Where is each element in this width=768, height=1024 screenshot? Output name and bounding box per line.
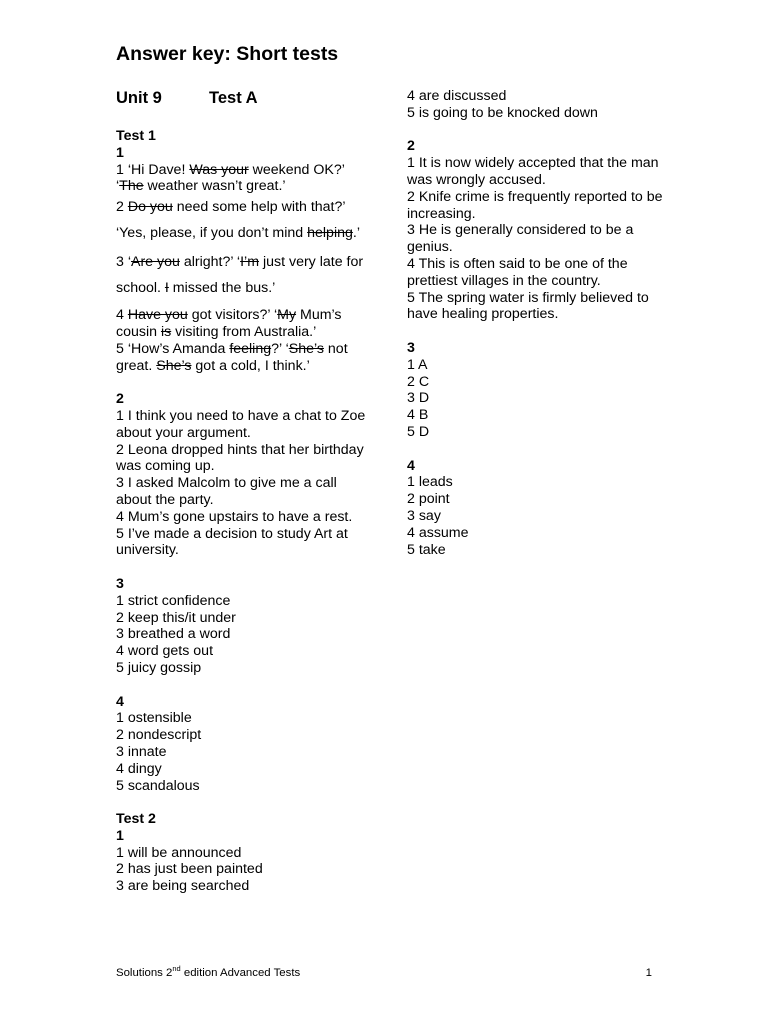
list-item: 3 say	[407, 507, 441, 524]
list-item: 4 This is often said to be one of the prettiest villages in the country.	[407, 255, 628, 289]
list-item: 4 Mum’s gone upstairs to have a rest.	[116, 508, 353, 525]
list-item: 1 It is now widely accepted that the man was wrongly accused.	[407, 155, 659, 188]
list-item: 2 nondescript	[116, 727, 202, 744]
list-item: 1 leads	[407, 474, 453, 491]
test2-heading: Test 2	[116, 811, 156, 828]
list-item: 4 B	[407, 407, 429, 424]
list-item: 5 juicy gossip	[116, 659, 202, 676]
unit-label: Unit 9	[116, 89, 162, 107]
page-number: 1	[645, 967, 652, 979]
list-item: 3 I asked Malcolm to give me a call about the party.	[116, 475, 337, 508]
footer-text: Solutions 2nd edition Advanced Tests	[116, 964, 301, 979]
list-item: 1 strict confidence	[116, 592, 231, 609]
list-item: 1 I think you need to have a chat to Zoe about your argument.	[116, 407, 366, 441]
section-number: 1	[116, 144, 124, 161]
page-title: Answer key: Short tests	[116, 43, 339, 65]
page-footer	[116, 966, 652, 980]
list-item: 4 assume	[407, 524, 469, 541]
list-item: 3 are being searched	[116, 878, 250, 895]
section-number: 4	[407, 457, 415, 474]
list-item: 5 The spring water is firmly believed to have healing properties.	[407, 289, 649, 323]
list-item: 4 Have you got visitors?’ ‘My Mum’s cousin is visiting from Australia.’	[116, 307, 342, 340]
list-item: 5 I’ve made a decision to study Art at university.	[116, 525, 348, 559]
section-number: 4	[116, 693, 124, 710]
list-item: 3 ‘Are you alright?’ ‘I’m just very late for school. I missed the bus.’	[116, 254, 364, 296]
list-item: 5 is going to be knocked down	[407, 104, 598, 121]
list-item: 1 ostensible	[116, 710, 192, 727]
list-item: 5 scandalous	[116, 777, 200, 794]
list-item: 1 ‘Hi Dave! Was your weekend OK?’ ‘The weather wasn’t great.’	[116, 161, 345, 195]
test1-heading: Test 1	[116, 128, 156, 144]
section-number: 3	[407, 339, 415, 356]
list-item: 4 dingy	[116, 760, 162, 777]
unit-test-label: Test A	[209, 89, 258, 107]
list-item: 5 ‘How’s Amanda feeling?’ ‘She’s not great. She’s got a cold, I think.’	[116, 340, 348, 374]
section-number: 1	[116, 827, 124, 844]
list-item: 2 C	[407, 373, 430, 390]
list-item: 2 Knife crime is frequently reported to be increasing.	[407, 188, 663, 222]
section-number: 3	[116, 575, 124, 592]
left-column	[116, 128, 366, 895]
list-item: 4 are discussed	[407, 88, 507, 104]
list-item: 1 will be announced	[116, 844, 242, 861]
list-item: 5 D	[407, 423, 430, 440]
list-item: 2 has just been painted	[116, 861, 263, 878]
section-number: 2	[407, 138, 415, 155]
list-item: 2 keep this/it under	[116, 609, 236, 626]
list-item: 3 He is generally considered to be a genius.	[407, 222, 634, 256]
list-item: 5 take	[407, 541, 446, 558]
section-number: 2	[116, 391, 124, 408]
list-item: 4 word gets out	[116, 643, 214, 660]
list-item: 2 point	[407, 491, 450, 508]
unit-heading	[116, 88, 258, 108]
list-item: 2 Do you need some help with that?’ ‘Yes, please, if you don’t mind helping.’	[116, 199, 360, 241]
list-item: 1 A	[407, 356, 428, 373]
list-item: 3 D	[407, 390, 430, 407]
list-item: 2 Leona dropped hints that her birthday was coming up.	[116, 441, 364, 475]
right-column	[407, 88, 667, 558]
list-item: 3 breathed a word	[116, 626, 231, 643]
list-item: 3 innate	[116, 743, 167, 760]
